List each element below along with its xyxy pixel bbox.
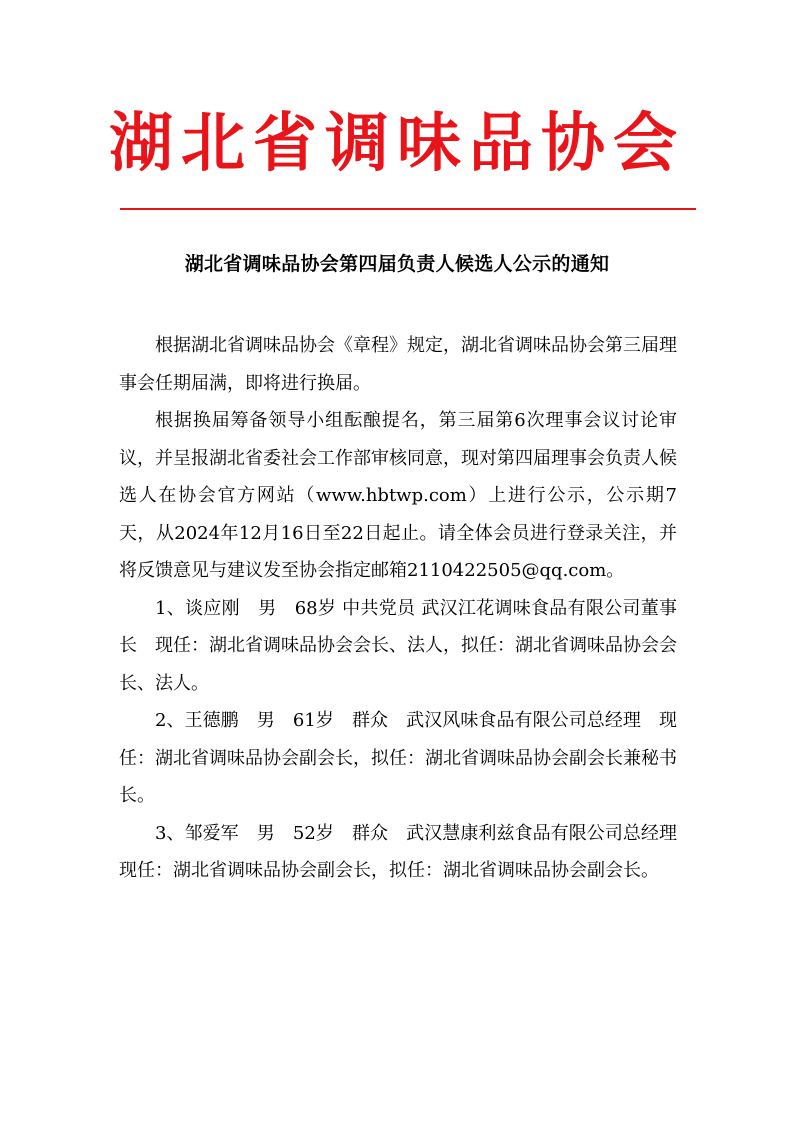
- notice-title: 湖北省调味品协会第四届负责人候选人公示的通知: [184, 253, 610, 275]
- letterhead-org-name: 湖北省调味品协会: [109, 106, 685, 181]
- notice-paragraph: 根据湖北省调味品协会《章程》规定，湖北省调味品协会第三届理事会任期届满，即将进行换届。: [119, 335, 677, 394]
- candidate-entry: 1、谈应刚 男 68岁 中共党员 武汉江花调味食品有限公司董事长 现任：湖北省调味品协会会长、法人，拟任：湖北省调味品协会会长、法人。: [119, 597, 677, 694]
- notice-body: [119, 327, 695, 890]
- candidate-entry: 3、邹爱军 男 52岁 群众 武汉慧康利兹食品有限公司总经理 现任：湖北省调味品协会副会长，拟任：湖北省调味品协会副会长。: [119, 822, 695, 881]
- candidate-entry: 2、王德鹏 男 61岁 群众 武汉风味食品有限公司总经理 现任：湖北省调味品协会副会长，拟任：湖北省调味品协会副会长兼秘书长。: [119, 710, 677, 806]
- letterhead-divider: [120, 208, 696, 210]
- notice-paragraph: 根据换届筹备领导小组酝酿提名，第三届第6次理事会议讨论审议，并呈报湖北省委社会工作部审核同意，现对第四届理事会负责人候选人在协会官方网站（www.hbtwp.com）上进行公示，公示期7天，从2024年12月16日至22日起止。请全体会员进行登录关注，并将反馈意见与建议发至协会指定邮箱2110422505@qq.com。: [119, 410, 677, 581]
